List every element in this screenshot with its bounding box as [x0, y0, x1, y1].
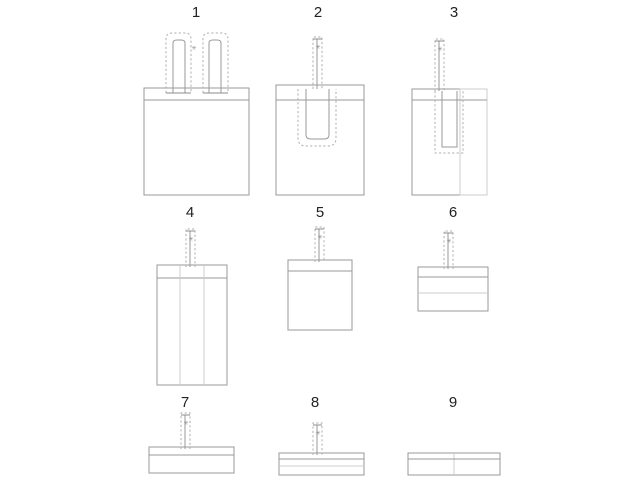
step-8-number: 8: [310, 394, 320, 411]
step-6-number: 6: [448, 204, 458, 221]
step-1-marker: ✳: [191, 46, 197, 52]
step-4-illustration: [150, 205, 250, 390]
step-3-number: 3: [449, 4, 459, 21]
step-6-illustration: [415, 205, 505, 320]
step-7-number: 7: [180, 394, 190, 411]
step-5-marker: ✳: [317, 235, 323, 241]
step-7-marker: ✳: [183, 421, 189, 427]
step-3-illustration: [405, 5, 515, 200]
step-3-marker: ✳: [437, 47, 443, 53]
step-8-illustration: [275, 395, 375, 480]
step-5: [285, 205, 375, 340]
step-6-marker: ✳: [446, 239, 452, 245]
step-1: [135, 5, 265, 200]
step-7-illustration: [145, 395, 245, 480]
step-5-illustration: [285, 205, 375, 340]
step-2-marker: ✳: [315, 45, 321, 51]
step-3: [405, 5, 515, 200]
step-2: [272, 5, 372, 200]
step-8-marker: ✳: [315, 431, 321, 437]
step-2-number: 2: [313, 4, 323, 21]
step-4-marker: ✳: [188, 237, 194, 243]
step-1-illustration: [135, 5, 265, 200]
step-9: [405, 395, 510, 480]
step-1-number: 1: [191, 4, 201, 21]
step-9-illustration: [405, 395, 510, 480]
step-2-illustration: [272, 5, 372, 200]
step-9-number: 9: [448, 394, 458, 411]
step-6: [415, 205, 505, 320]
step-7: [145, 395, 245, 480]
step-4: [150, 205, 250, 390]
step-4-number: 4: [185, 204, 195, 221]
step-8: [275, 395, 375, 480]
step-5-number: 5: [315, 204, 325, 221]
